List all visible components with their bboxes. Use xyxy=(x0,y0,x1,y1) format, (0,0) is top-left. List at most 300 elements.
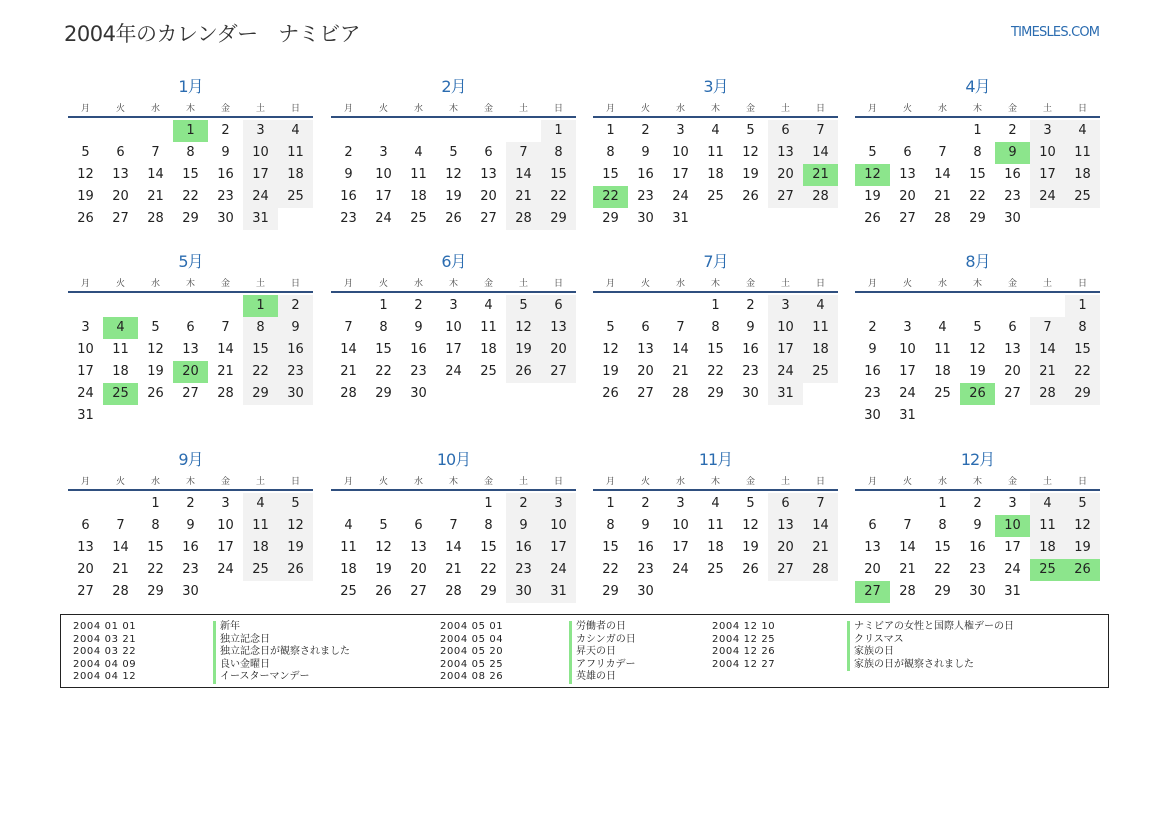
weekday-header xyxy=(593,474,838,486)
day-cell: 6 xyxy=(1008,320,1017,335)
day-cell: 2 xyxy=(641,496,650,511)
day-cell: 4 xyxy=(803,295,838,317)
day-cell: 9 xyxy=(186,518,195,533)
day-cell: 12 xyxy=(969,342,986,357)
day-cell: 23 xyxy=(410,364,427,379)
weekday-label: 土 xyxy=(780,477,790,487)
day-cell: 3 xyxy=(768,295,803,317)
holiday-day-cell: 21 xyxy=(803,164,838,186)
day-cell: 17 xyxy=(1030,164,1065,186)
legend-date-column xyxy=(440,621,503,684)
weekday-label: 日 xyxy=(553,279,563,289)
day-cell: 29 xyxy=(969,211,986,226)
weekday-label: 土 xyxy=(518,477,528,487)
day-cell: 24 xyxy=(243,186,278,208)
day-cell: 8 xyxy=(1065,317,1100,339)
day-cell: 7 xyxy=(221,320,230,335)
weekday-label: 日 xyxy=(290,279,300,289)
day-cell: 12 xyxy=(77,167,94,182)
weekday-label: 木 xyxy=(448,104,458,114)
day-cell: 17 xyxy=(445,342,462,357)
day-cell: 26 xyxy=(742,562,759,577)
day-cell: 3 xyxy=(379,145,388,160)
weekday-label: 日 xyxy=(815,477,825,487)
day-cell: 8 xyxy=(606,145,615,160)
day-cell: 15 xyxy=(602,167,619,182)
weekday-header xyxy=(593,276,838,288)
day-cell: 27 xyxy=(112,211,129,226)
day-cell: 13 xyxy=(768,142,803,164)
day-cell: 27 xyxy=(768,186,803,208)
day-cell: 28 xyxy=(506,208,541,230)
day-cell: 2 xyxy=(414,298,423,313)
day-cell: 26 xyxy=(506,361,541,383)
day-cell: 30 xyxy=(278,383,313,405)
weekday-label: 木 xyxy=(448,477,458,487)
day-cell: 29 xyxy=(602,211,619,226)
weekday-label: 金 xyxy=(745,104,755,114)
day-cell: 15 xyxy=(480,540,497,555)
month-name: 8月 xyxy=(965,252,990,271)
day-cell: 4 xyxy=(711,496,720,511)
day-cell: 29 xyxy=(934,584,951,599)
day-cell: 23 xyxy=(506,559,541,581)
month-name: 1月 xyxy=(178,77,203,96)
day-cell: 9 xyxy=(506,515,541,537)
weekday-label: 木 xyxy=(185,477,195,487)
day-cell: 15 xyxy=(541,164,576,186)
holiday-name: ナミビアの女性と国際人権デーの日 xyxy=(847,621,1014,634)
day-cell: 24 xyxy=(375,211,392,226)
day-cell: 22 xyxy=(1065,361,1100,383)
day-cell: 8 xyxy=(938,518,947,533)
day-cell: 15 xyxy=(182,167,199,182)
day-cell: 27 xyxy=(768,559,803,581)
header-rule xyxy=(331,489,576,491)
weekday-label: 木 xyxy=(710,477,720,487)
day-cell: 25 xyxy=(410,211,427,226)
weekday-label: 日 xyxy=(815,279,825,289)
weekday-label: 土 xyxy=(255,279,265,289)
day-cell: 2 xyxy=(868,320,877,335)
holiday-day-cell: 1 xyxy=(243,295,278,317)
day-cell: 30 xyxy=(1004,211,1021,226)
day-cell: 21 xyxy=(217,364,234,379)
holiday-name: 独立記念日が観察されました xyxy=(213,646,350,659)
day-cell: 26 xyxy=(147,386,164,401)
day-cell: 10 xyxy=(375,167,392,182)
day-cell: 20 xyxy=(77,562,94,577)
day-cell: 8 xyxy=(541,142,576,164)
day-cell: 4 xyxy=(278,120,313,142)
day-cell: 5 xyxy=(746,123,755,138)
day-cell: 15 xyxy=(243,339,278,361)
day-cell: 4 xyxy=(938,320,947,335)
header-rule xyxy=(855,291,1100,293)
day-cell: 18 xyxy=(1065,164,1100,186)
weekday-label: 水 xyxy=(413,477,423,487)
day-cell: 17 xyxy=(768,339,803,361)
day-cell: 17 xyxy=(541,537,576,559)
day-cell: 3 xyxy=(1008,496,1017,511)
day-cell: 2 xyxy=(1008,123,1017,138)
day-cell: 27 xyxy=(899,211,916,226)
day-cell: 6 xyxy=(186,320,195,335)
day-cell: 30 xyxy=(217,211,234,226)
weekday-label: 水 xyxy=(675,104,685,114)
day-cell: 24 xyxy=(217,562,234,577)
day-cell: 28 xyxy=(803,559,838,581)
day-cell: 28 xyxy=(445,584,462,599)
day-cell: 21 xyxy=(147,189,164,204)
day-cell: 5 xyxy=(606,320,615,335)
day-cell: 26 xyxy=(864,211,881,226)
day-cell: 25 xyxy=(707,189,724,204)
day-cell: 3 xyxy=(221,496,230,511)
day-cell: 1 xyxy=(973,123,982,138)
day-cell: 29 xyxy=(243,383,278,405)
weekday-label: 月 xyxy=(867,104,877,114)
day-cell: 22 xyxy=(541,186,576,208)
holiday-date: 2004 12 26 xyxy=(712,646,776,657)
day-cell: 7 xyxy=(506,142,541,164)
weekday-label: 月 xyxy=(80,104,90,114)
month-name: 9月 xyxy=(178,450,203,469)
day-cell: 18 xyxy=(410,189,427,204)
day-cell: 2 xyxy=(506,493,541,515)
day-cell: 4 xyxy=(344,518,353,533)
day-cell: 22 xyxy=(182,189,199,204)
day-cell: 19 xyxy=(1065,537,1100,559)
day-cell: 11 xyxy=(112,342,129,357)
day-cell: 14 xyxy=(217,342,234,357)
day-cell: 14 xyxy=(899,540,916,555)
holiday-name: 家族の日が観察されました xyxy=(847,659,1014,672)
holiday-date: 2004 03 22 xyxy=(73,646,137,657)
weekday-label: 水 xyxy=(413,279,423,289)
day-cell: 7 xyxy=(449,518,458,533)
holiday-name: 新年 xyxy=(213,621,350,634)
weekday-label: 土 xyxy=(1042,279,1052,289)
day-cell: 4 xyxy=(243,493,278,515)
day-cell: 28 xyxy=(147,211,164,226)
weekday-label: 火 xyxy=(115,104,125,114)
day-cell: 4 xyxy=(1065,120,1100,142)
day-cell: 19 xyxy=(445,189,462,204)
day-cell: 23 xyxy=(340,211,357,226)
day-cell: 11 xyxy=(707,145,724,160)
day-cell: 16 xyxy=(864,364,881,379)
day-cell: 14 xyxy=(147,167,164,182)
weekday-label: 火 xyxy=(640,477,650,487)
weekday-label: 火 xyxy=(640,104,650,114)
weekday-label: 金 xyxy=(483,104,493,114)
day-cell: 21 xyxy=(506,186,541,208)
day-cell: 18 xyxy=(243,537,278,559)
day-cell: 11 xyxy=(340,540,357,555)
day-cell: 3 xyxy=(449,298,458,313)
day-cell: 9 xyxy=(973,518,982,533)
holiday-date: 2004 12 25 xyxy=(712,633,776,645)
day-cell: 9 xyxy=(344,167,353,182)
day-cell: 12 xyxy=(278,515,313,537)
day-cell: 14 xyxy=(803,515,838,537)
day-cell: 1 xyxy=(606,496,615,511)
weekday-header xyxy=(68,276,313,288)
day-cell: 29 xyxy=(707,386,724,401)
day-cell: 18 xyxy=(934,364,951,379)
day-cell: 24 xyxy=(768,361,803,383)
day-cell: 21 xyxy=(934,189,951,204)
day-cell: 30 xyxy=(637,211,654,226)
weekday-header xyxy=(68,474,313,486)
day-cell: 11 xyxy=(480,320,497,335)
day-cell: 27 xyxy=(1004,386,1021,401)
month-name: 2月 xyxy=(441,77,466,96)
weekday-label: 土 xyxy=(1042,104,1052,114)
holiday-day-cell: 25 xyxy=(1030,559,1065,581)
holiday-name: 独立記念日 xyxy=(213,634,350,647)
legend-name-column xyxy=(569,621,636,684)
day-cell: 8 xyxy=(973,145,982,160)
day-cell: 13 xyxy=(1004,342,1021,357)
weekday-label: 木 xyxy=(448,279,458,289)
day-cell: 28 xyxy=(112,584,129,599)
weekday-label: 金 xyxy=(745,477,755,487)
day-cell: 27 xyxy=(77,584,94,599)
day-cell: 16 xyxy=(742,342,759,357)
day-cell: 13 xyxy=(410,540,427,555)
weekday-label: 日 xyxy=(553,477,563,487)
day-cell: 11 xyxy=(707,518,724,533)
holiday-legend xyxy=(60,614,1109,688)
day-cell: 7 xyxy=(903,518,912,533)
day-cell: 23 xyxy=(864,386,881,401)
day-cell: 27 xyxy=(541,361,576,383)
day-cell: 25 xyxy=(1065,186,1100,208)
day-cell: 14 xyxy=(672,342,689,357)
day-cell: 20 xyxy=(768,164,803,186)
holiday-name: アフリカデー xyxy=(569,659,636,672)
day-cell: 11 xyxy=(243,515,278,537)
day-cell: 19 xyxy=(375,562,392,577)
weekday-label: 土 xyxy=(255,477,265,487)
day-cell: 6 xyxy=(484,145,493,160)
weekday-label: 木 xyxy=(972,477,982,487)
weekday-label: 水 xyxy=(937,104,947,114)
day-cell: 27 xyxy=(637,386,654,401)
weekday-label: 木 xyxy=(972,279,982,289)
day-cell: 2 xyxy=(186,496,195,511)
day-cell: 7 xyxy=(116,518,125,533)
day-cell: 28 xyxy=(217,386,234,401)
holiday-day-cell: 25 xyxy=(103,383,138,405)
day-cell: 20 xyxy=(480,189,497,204)
weekday-label: 月 xyxy=(867,279,877,289)
day-cell: 4 xyxy=(711,123,720,138)
day-cell: 29 xyxy=(541,208,576,230)
weekday-label: 金 xyxy=(220,104,230,114)
day-cell: 5 xyxy=(81,145,90,160)
day-cell: 5 xyxy=(506,295,541,317)
day-cell: 25 xyxy=(243,559,278,581)
day-cell: 16 xyxy=(1004,167,1021,182)
day-cell: 10 xyxy=(672,145,689,160)
day-cell: 31 xyxy=(899,408,916,423)
day-cell: 22 xyxy=(934,562,951,577)
day-cell: 20 xyxy=(112,189,129,204)
day-cell: 22 xyxy=(707,364,724,379)
day-cell: 13 xyxy=(182,342,199,357)
day-cell: 11 xyxy=(803,317,838,339)
day-cell: 12 xyxy=(742,518,759,533)
day-cell: 21 xyxy=(112,562,129,577)
day-cell: 16 xyxy=(278,339,313,361)
weekday-label: 土 xyxy=(780,104,790,114)
day-cell: 7 xyxy=(344,320,353,335)
day-cell: 10 xyxy=(541,515,576,537)
weekday-label: 水 xyxy=(150,104,160,114)
holiday-name: カシンガの日 xyxy=(569,634,636,647)
day-cell: 31 xyxy=(1004,584,1021,599)
holiday-day-cell: 9 xyxy=(995,142,1030,164)
day-cell: 13 xyxy=(899,167,916,182)
weekday-label: 月 xyxy=(605,104,615,114)
day-cell: 3 xyxy=(676,496,685,511)
day-cell: 12 xyxy=(375,540,392,555)
day-cell: 22 xyxy=(375,364,392,379)
day-cell: 2 xyxy=(278,295,313,317)
day-cell: 28 xyxy=(340,386,357,401)
day-cell: 21 xyxy=(899,562,916,577)
day-cell: 5 xyxy=(278,493,313,515)
day-cell: 17 xyxy=(899,364,916,379)
day-cell: 26 xyxy=(278,559,313,581)
day-cell: 8 xyxy=(379,320,388,335)
day-cell: 19 xyxy=(278,537,313,559)
day-cell: 11 xyxy=(410,167,427,182)
holiday-date: 2004 12 10 xyxy=(712,621,776,632)
day-cell: 17 xyxy=(375,189,392,204)
day-cell: 17 xyxy=(672,540,689,555)
day-cell: 14 xyxy=(803,142,838,164)
day-cell: 18 xyxy=(803,339,838,361)
day-cell: 30 xyxy=(637,584,654,599)
day-cell: 30 xyxy=(969,584,986,599)
day-cell: 23 xyxy=(182,562,199,577)
day-cell: 12 xyxy=(506,317,541,339)
day-cell: 6 xyxy=(541,295,576,317)
day-cell: 12 xyxy=(445,167,462,182)
day-cell: 12 xyxy=(147,342,164,357)
holiday-day-cell: 27 xyxy=(855,581,890,603)
holiday-name: 良い金曜日 xyxy=(213,659,350,672)
weekday-label: 日 xyxy=(553,104,563,114)
day-cell: 10 xyxy=(445,320,462,335)
day-cell: 29 xyxy=(480,584,497,599)
legend-date-column xyxy=(712,621,775,671)
day-cell: 15 xyxy=(375,342,392,357)
day-cell: 7 xyxy=(676,320,685,335)
day-cell: 12 xyxy=(602,342,619,357)
day-cell: 4 xyxy=(1030,493,1065,515)
day-cell: 29 xyxy=(147,584,164,599)
weekday-label: 金 xyxy=(1007,279,1017,289)
site-logo[interactable]: TIMESLES.COM xyxy=(1011,25,1100,40)
day-cell: 23 xyxy=(637,189,654,204)
weekday-label: 金 xyxy=(220,279,230,289)
day-cell: 11 xyxy=(278,142,313,164)
holiday-date: 2004 12 27 xyxy=(712,658,776,670)
day-cell: 7 xyxy=(938,145,947,160)
day-cell: 20 xyxy=(899,189,916,204)
day-cell: 15 xyxy=(707,342,724,357)
header-rule xyxy=(331,116,576,118)
holiday-day-cell: 22 xyxy=(593,186,628,208)
day-cell: 16 xyxy=(969,540,986,555)
day-cell: 6 xyxy=(81,518,90,533)
day-cell: 10 xyxy=(899,342,916,357)
day-cell: 30 xyxy=(864,408,881,423)
day-cell: 24 xyxy=(541,559,576,581)
day-cell: 6 xyxy=(641,320,650,335)
day-cell: 13 xyxy=(864,540,881,555)
day-cell: 6 xyxy=(868,518,877,533)
day-cell: 13 xyxy=(768,515,803,537)
day-cell: 11 xyxy=(1065,142,1100,164)
holiday-day-cell: 4 xyxy=(103,317,138,339)
day-cell: 23 xyxy=(217,189,234,204)
day-cell: 19 xyxy=(969,364,986,379)
day-cell: 5 xyxy=(746,496,755,511)
month-name: 3月 xyxy=(703,77,728,96)
weekday-label: 月 xyxy=(605,279,615,289)
day-cell: 2 xyxy=(641,123,650,138)
weekday-label: 日 xyxy=(290,477,300,487)
day-cell: 16 xyxy=(637,167,654,182)
day-cell: 14 xyxy=(1030,339,1065,361)
day-cell: 10 xyxy=(217,518,234,533)
header-rule xyxy=(68,291,313,293)
day-cell: 6 xyxy=(768,493,803,515)
day-cell: 10 xyxy=(1030,142,1065,164)
day-cell: 5 xyxy=(868,145,877,160)
day-cell: 16 xyxy=(506,537,541,559)
day-cell: 9 xyxy=(414,320,423,335)
day-cell: 15 xyxy=(1065,339,1100,361)
weekday-label: 水 xyxy=(675,477,685,487)
day-cell: 30 xyxy=(742,386,759,401)
day-cell: 24 xyxy=(1004,562,1021,577)
holiday-day-cell: 10 xyxy=(995,515,1030,537)
weekday-label: 月 xyxy=(80,279,90,289)
weekday-label: 金 xyxy=(745,279,755,289)
weekday-label: 金 xyxy=(483,477,493,487)
day-cell: 2 xyxy=(973,496,982,511)
weekday-label: 日 xyxy=(815,104,825,114)
weekday-label: 火 xyxy=(378,104,388,114)
day-cell: 8 xyxy=(484,518,493,533)
day-cell: 24 xyxy=(672,189,689,204)
weekday-label: 日 xyxy=(1077,477,1087,487)
day-cell: 23 xyxy=(969,562,986,577)
holiday-date: 2004 01 01 xyxy=(73,621,137,632)
day-cell: 26 xyxy=(602,386,619,401)
day-cell: 31 xyxy=(77,408,94,423)
day-cell: 24 xyxy=(672,562,689,577)
weekday-label: 水 xyxy=(675,279,685,289)
day-cell: 20 xyxy=(637,364,654,379)
